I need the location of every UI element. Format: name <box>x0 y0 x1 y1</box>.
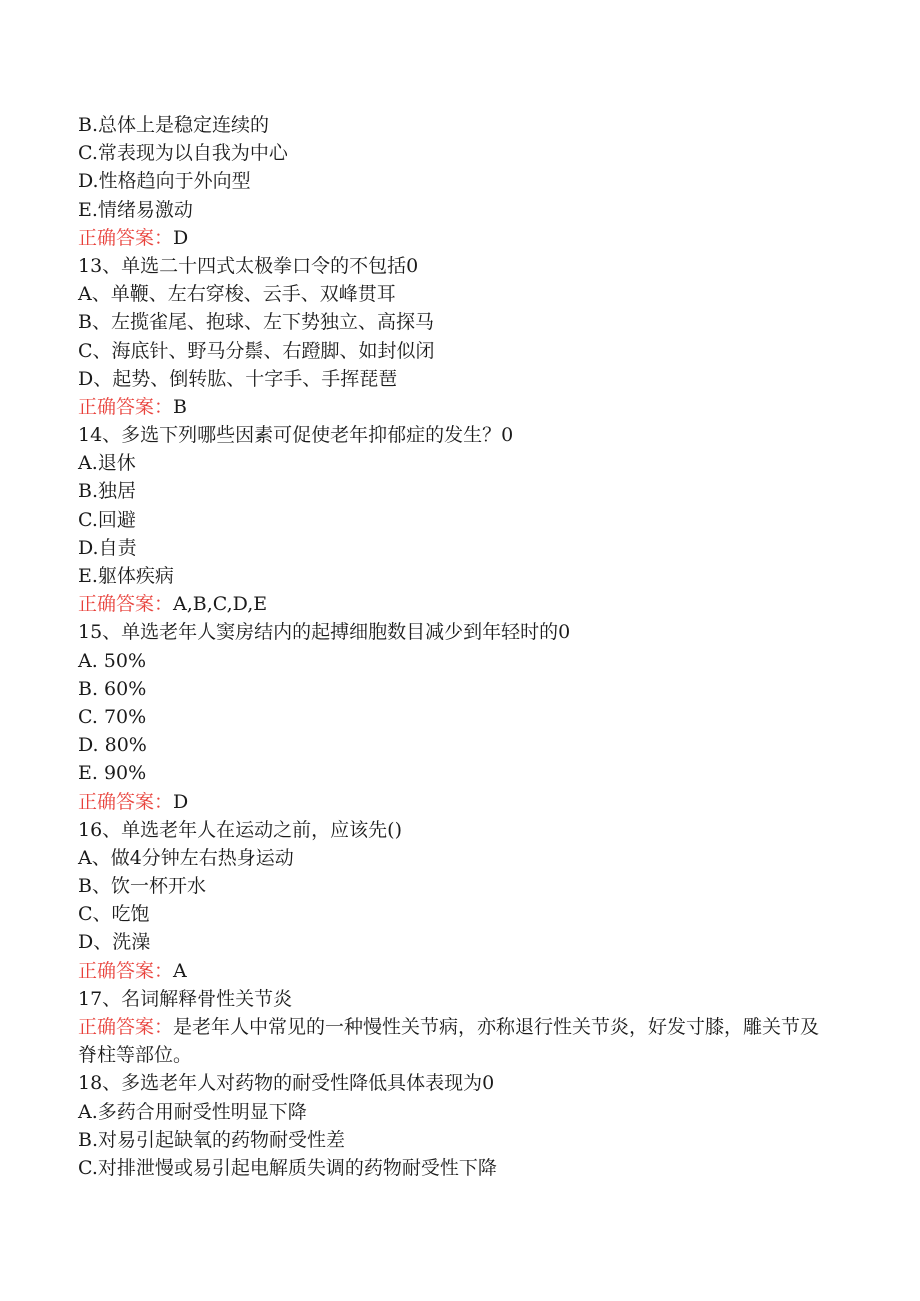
answer-value: D <box>173 790 189 813</box>
answer-option: B.对易引起缺氧的药物耐受性差 <box>78 1128 346 1151</box>
answer-option: C、吃饱 <box>78 903 150 926</box>
answer-option: D. 80% <box>78 734 147 757</box>
answer-option: C、海底针、野马分鬃、右蹬脚、如封似闭 <box>78 339 435 362</box>
answer-option: A、做4分钟左右热身运动 <box>78 846 294 869</box>
answer-option: B、饮一杯开水 <box>78 875 206 898</box>
answer-option: D、起势、倒转肱、十字手、手挥琵琶 <box>78 367 398 390</box>
question-list <box>78 111 838 1182</box>
answer-option: A.退休 <box>78 452 136 475</box>
answer-option: A. 50% <box>78 649 147 672</box>
question-stem: 18、多选老年人对药物的耐受性降低具体表现为0 <box>78 1072 495 1095</box>
answer-option: C.对排泄慢或易引起电解质失调的药物耐受性下降 <box>78 1156 497 1179</box>
correct-answer-line <box>78 393 838 421</box>
answer-value: A,B,C,D,E <box>173 593 268 616</box>
correct-answer-line <box>78 224 838 252</box>
answer-option: B. 60% <box>78 677 147 700</box>
answer-option: B.总体上是稳定连续的 <box>78 114 270 136</box>
answer-option: C.常表现为以自我为中心 <box>78 142 288 165</box>
answer-option: E.躯体疾病 <box>78 565 174 587</box>
answer-value: B <box>173 395 187 418</box>
answer-option: C. 70% <box>78 705 147 728</box>
question-stem: 16、单选老年人在运动之前，应该先() <box>78 818 403 841</box>
answer-value: 是老年人中常见的一种慢性关节病，亦称退行性关节炎，好发寸膝，雕关节及脊柱等部位。 <box>78 1016 820 1067</box>
answer-value: D <box>173 226 189 249</box>
correct-answer-line <box>78 590 838 618</box>
answer-label: 正确答案： <box>78 959 174 982</box>
question-stem: 13、单选二十四式太极拳口令的不包括0 <box>78 254 419 277</box>
question-stem: 14、多选下列哪些因素可促使老年抑郁症的发生？0 <box>78 424 514 447</box>
correct-answer-line <box>78 957 838 985</box>
answer-option: E.情绪易激动 <box>78 198 193 221</box>
answer-label: 正确答案： <box>78 790 174 813</box>
answer-label: 正确答案： <box>78 395 174 418</box>
answer-label: 正确答案： <box>78 1016 174 1038</box>
answer-label: 正确答案： <box>78 226 174 249</box>
answer-option: C.回避 <box>78 508 136 531</box>
answer-option: A.多药合用耐受性明显下降 <box>78 1100 307 1123</box>
answer-option: B.独居 <box>78 480 137 503</box>
answer-option: D、洗澡 <box>78 931 151 954</box>
question-stem: 17、名词解释骨性关节炎 <box>78 987 293 1010</box>
answer-option: D.性格趋向于外向型 <box>78 170 251 193</box>
answer-option: A、单鞭、左右穿梭、云手、双峰贯耳 <box>78 283 396 306</box>
answer-label: 正确答案： <box>78 593 174 616</box>
question-stem: 15、单选老年人窦房结内的起搏细胞数目减少到年轻时的0 <box>78 621 571 644</box>
correct-answer-line <box>78 1013 838 1069</box>
answer-option: E. 90% <box>78 762 147 785</box>
answer-option: D.自责 <box>78 536 137 559</box>
answer-value: A <box>173 959 187 982</box>
correct-answer-line <box>78 788 838 816</box>
answer-option: B、左揽雀尾、抱球、左下势独立、高探马 <box>78 311 434 334</box>
